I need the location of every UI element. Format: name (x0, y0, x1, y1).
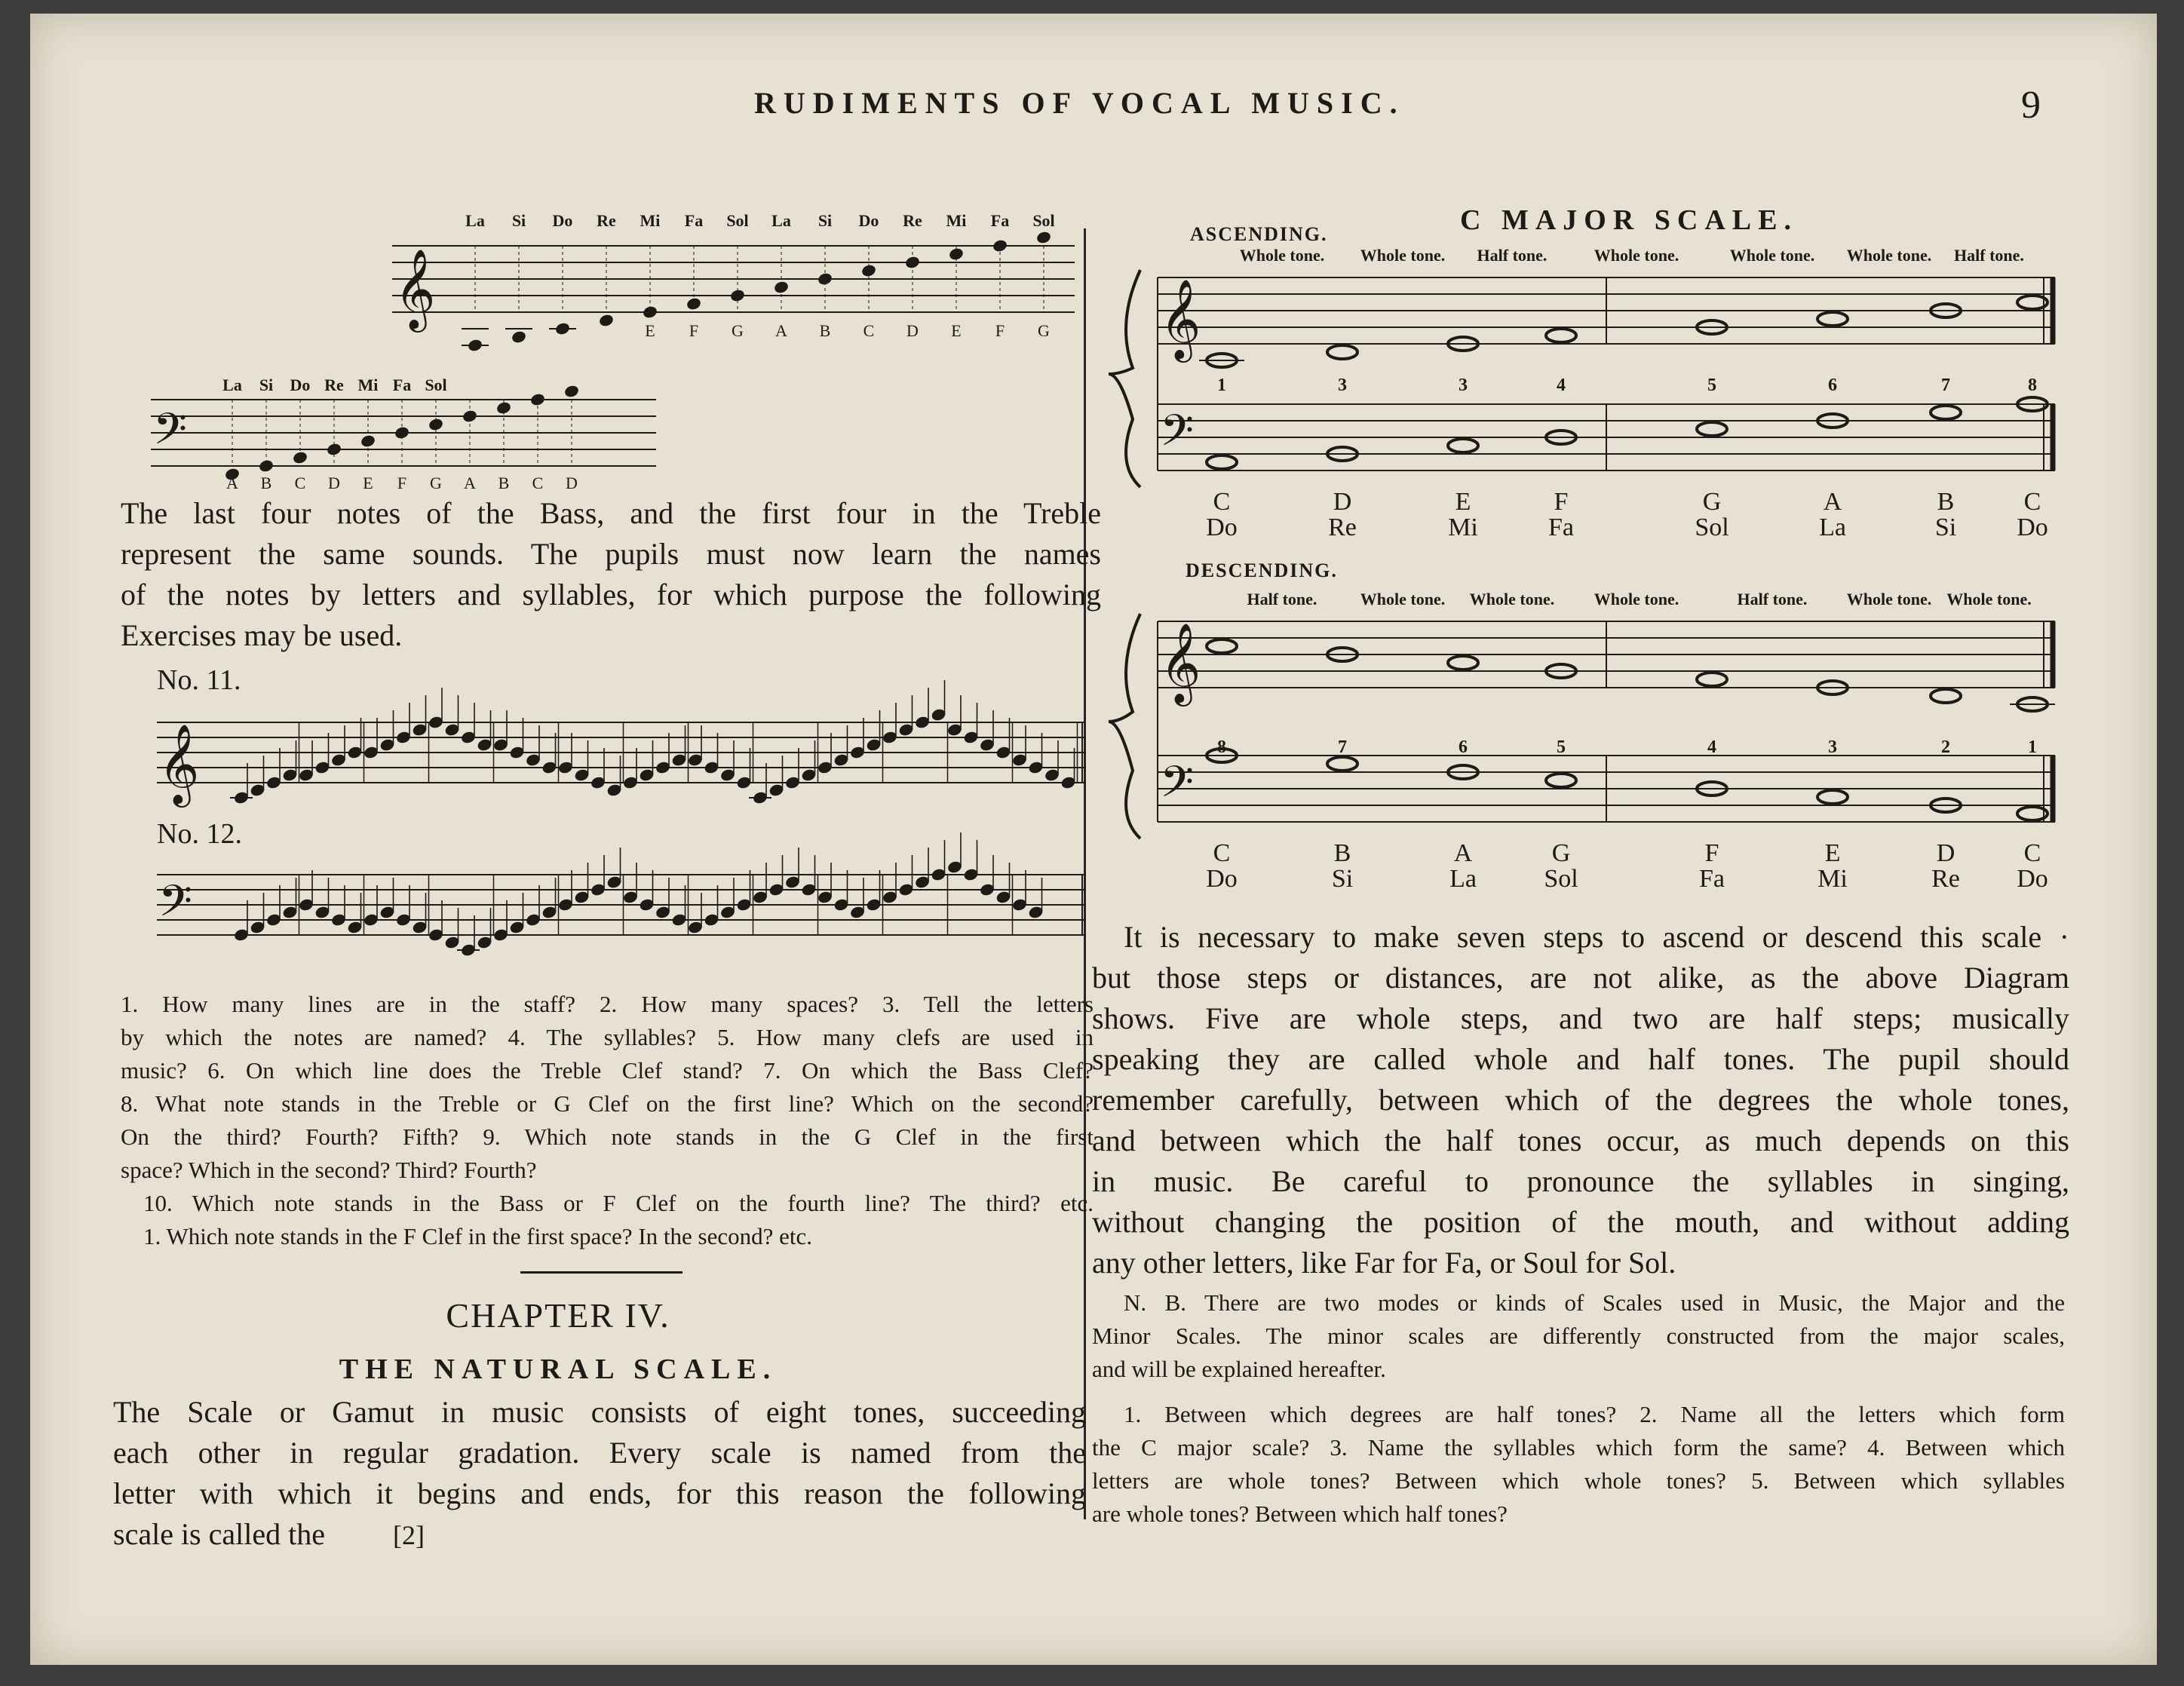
letter-label: G (732, 321, 744, 340)
degree-number: 5 (1557, 737, 1566, 757)
whole-note (1207, 455, 1237, 469)
letter-label: A (1453, 839, 1473, 867)
note-head (462, 409, 478, 423)
syllable-label: Mi (357, 376, 379, 394)
c-major-scale-diagram (1086, 225, 2142, 918)
syllable-label: Sol (425, 376, 447, 394)
letter-label: A (464, 474, 476, 492)
ascending-label: ASCENDING. (1190, 223, 1328, 245)
syllable-label: Mi (640, 211, 661, 230)
whole-note (1546, 774, 1576, 787)
letter-label: F (689, 321, 699, 340)
question-line: 8. What note stands in the Treble or G Clef on the first line? Which on the second? (121, 1090, 1094, 1117)
question-line: On the third? Fourth? Fifth? 9. Which note stands in the G Clef in the first (121, 1123, 1094, 1150)
letter-label: A (775, 321, 787, 340)
letter-label: D (1333, 488, 1352, 516)
syllable-label: Do (2017, 865, 2048, 893)
nb-note (1092, 1286, 2065, 1386)
letter-label: C (2023, 488, 2041, 516)
syllable-label: Mi (946, 211, 967, 230)
degree-number: 5 (1707, 376, 1716, 395)
degree-number: 3 (1338, 376, 1347, 395)
note-head (598, 313, 615, 327)
degree-number: 6 (1828, 376, 1837, 395)
treble-range-staff (392, 211, 1075, 353)
ascending-scale (1109, 246, 2055, 541)
text-line: Exercises may be used. (121, 618, 403, 652)
whole-note (1207, 639, 1237, 653)
degree-number: 1 (2028, 737, 2037, 757)
letter-label: E (1824, 839, 1841, 867)
text-line: in music. Be careful to pronounce the syllables in singing, (1092, 1164, 2069, 1198)
question-line: the C major scale? 3. Name the syllables which form the same? 4. Between which (1092, 1434, 2065, 1461)
question-line: are whole tones? Between which half tones? (1092, 1501, 1508, 1527)
whole-note (1697, 422, 1727, 436)
treble-clef-icon: 𝄞 (158, 725, 200, 802)
intro-paragraph (121, 493, 1101, 656)
bass-clef-icon: 𝄢 (1160, 408, 1195, 466)
question-line: 1. Which note stands in the F Clef in the first space? In the second? etc. (143, 1223, 812, 1249)
scale-title: C MAJOR SCALE. (1460, 204, 1798, 236)
letter-label: A (1823, 488, 1842, 516)
degree-number: 8 (2028, 376, 2037, 395)
question-line: space? Which in the second? Third? Fourth? (121, 1157, 537, 1183)
text-line: any other letters, like Far for Fa, or Soul for Sol. (1092, 1246, 1676, 1280)
tone-label: Whole tone. (1360, 590, 1446, 608)
text-line: of the notes by letters and syllables, for which purpose the following (121, 578, 1101, 612)
letter-label: B (1333, 839, 1351, 867)
syllable-label: Fa (1548, 513, 1574, 541)
last-line-text: scale is called the (113, 1517, 325, 1551)
letter-label: A (226, 474, 238, 492)
syllable-label: Do (1206, 513, 1238, 541)
tone-label: Whole tone. (1239, 246, 1325, 265)
whole-note (1931, 689, 1961, 703)
note-head (511, 330, 527, 344)
exercise-12-staff (157, 832, 1086, 958)
letter-label: D (328, 474, 340, 492)
text-line: speaking they are called whole and half tones. The pupil should (1092, 1042, 2069, 1076)
whole-note (1546, 329, 1576, 342)
syllable-label: Re (1328, 513, 1357, 541)
letter-label: F (995, 321, 1005, 340)
whole-note (1327, 345, 1357, 359)
text-line: The Scale or Gamut in music consists of eight tones, succeeding (113, 1395, 1086, 1429)
letter-label: C (2023, 839, 2041, 867)
letter-label: G (430, 474, 442, 492)
syllable-label: Sol (1695, 513, 1729, 541)
letter-label: C (294, 474, 306, 492)
letter-label: E (363, 474, 373, 492)
syllable-label: La (222, 376, 242, 394)
chapter-paragraph (113, 1392, 1086, 1556)
degree-number: 3 (1459, 376, 1468, 395)
chapter-rule (520, 1271, 682, 1274)
text-line: remember carefully, between which of the degrees the whole tones, (1092, 1083, 2069, 1117)
syllable-label: Fa (392, 376, 412, 394)
tone-label: Whole tone. (1729, 246, 1815, 265)
note-head (467, 338, 483, 352)
syllable-label: Re (597, 211, 616, 230)
letter-label: G (1038, 321, 1050, 340)
letter-label: D (906, 321, 919, 340)
letter-label: E (1455, 488, 1471, 516)
degree-number: 6 (1459, 737, 1468, 757)
text-line (113, 1514, 1086, 1556)
letter-label: D (1936, 839, 1955, 867)
exercise-11-label: No. 11. (157, 664, 241, 696)
text-line: and between which the half tones occur, as much depends on this (1092, 1123, 2069, 1157)
chapter-number: CHAPTER IV. (446, 1296, 670, 1335)
tone-label: Whole tone. (1360, 246, 1446, 265)
letter-label: F (1704, 839, 1719, 867)
steps-paragraph (1092, 917, 2069, 1283)
text-line: shows. Five are whole steps, and two are half steps; musically (1092, 1001, 2069, 1035)
book-page (30, 14, 2157, 1665)
note-line: N. B. There are two modes or kinds of Scales used in Music, the Major and the (1124, 1289, 2065, 1316)
tone-label: Whole tone. (1846, 590, 1932, 608)
degree-number: 7 (1941, 376, 1950, 395)
syllable-label: Si (259, 376, 274, 394)
question-line: 1. Between which degrees are half tones? 2. Name all the letters which form (1124, 1401, 2065, 1427)
brace (1109, 270, 1140, 487)
syllable-label: Sol (726, 211, 749, 230)
letter-label: C (863, 321, 875, 340)
degree-number: 1 (1217, 376, 1226, 395)
whole-note (1697, 673, 1727, 686)
syllable-label: La (465, 211, 485, 230)
syllable-label: Fa (684, 211, 704, 230)
exercise-staves (30, 677, 1086, 964)
letter-label: G (1702, 488, 1722, 516)
tone-label: Whole tone. (1469, 590, 1555, 608)
text-line: without changing the position of the mouth, and without adding (1092, 1205, 2069, 1239)
syllable-label: Mi (1448, 513, 1478, 541)
tone-label: Whole tone. (1946, 590, 2032, 608)
syllable-label: La (1449, 865, 1477, 893)
syllable-label: Do (1206, 865, 1238, 893)
degree-number: 7 (1338, 737, 1347, 757)
note-range-figures (30, 14, 1086, 541)
whole-note (1448, 439, 1478, 452)
treble-clef-icon: 𝄞 (1160, 280, 1201, 357)
question-line: 10. Which note stands in the Bass or F Clef on the fourth line? The third? etc. (143, 1190, 1094, 1216)
bass-clef-icon: 𝄢 (153, 406, 188, 464)
signature-mark: [2] (392, 1520, 425, 1550)
whole-note (1817, 312, 1848, 326)
syllable-label: La (1819, 513, 1846, 541)
question-line: music? 6. On which line does the Treble Clef stand? 7. On which the Bass Clef? (121, 1057, 1094, 1084)
descending-label: DESCENDING. (1186, 559, 1338, 581)
tone-label: Half tone. (1737, 590, 1808, 608)
letter-label: B (260, 474, 272, 492)
page-number: 9 (2021, 84, 2041, 127)
note-head (1035, 230, 1052, 244)
exercise-11-staff (157, 680, 1086, 808)
letter-label: B (819, 321, 831, 340)
degree-number: 8 (1217, 737, 1226, 757)
treble-clef-icon: 𝄞 (1160, 624, 1201, 701)
syllable-label: Re (324, 376, 344, 394)
whole-note (1448, 656, 1478, 670)
syllable-label: Do (858, 211, 879, 230)
degree-number: 4 (1707, 737, 1716, 757)
letter-label: C (1213, 839, 1231, 867)
syllable-label: Si (817, 211, 833, 230)
text-line: It is necessary to make seven steps to ascend or descend this scale · (1124, 920, 2069, 954)
letter-label: F (397, 474, 407, 492)
syllable-label: Sol (1032, 211, 1055, 230)
descending-scale (1109, 590, 2055, 893)
note-head (563, 384, 580, 398)
syllable-label: Sol (1544, 865, 1578, 893)
bass-clef-icon: 𝄢 (158, 878, 193, 936)
syllable-label: Si (1934, 513, 1957, 541)
degree-number: 4 (1557, 376, 1566, 395)
syllable-label: Fa (1699, 865, 1725, 893)
tone-label: Whole tone. (1846, 246, 1932, 265)
degree-number: 3 (1828, 737, 1837, 757)
syllable-label: Mi (1817, 865, 1848, 893)
letter-label: E (645, 321, 655, 340)
whole-note (1327, 757, 1357, 771)
letter-label: E (951, 321, 962, 340)
letter-label: G (1551, 839, 1571, 867)
degree-number: 2 (1941, 737, 1950, 757)
running-head: RUDIMENTS OF VOCAL MUSIC. (754, 86, 1405, 120)
questions-right (1092, 1398, 2065, 1531)
syllable-label: Si (511, 211, 526, 230)
note-line: and will be explained hereafter. (1092, 1356, 1386, 1382)
text-line: but those steps or distances, are not alike, as the above Diagram (1092, 961, 2069, 995)
brace (1109, 614, 1140, 838)
note-line: Minor Scales. The minor scales are differently constructed from the major scales, (1092, 1323, 2065, 1349)
text-line: each other in regular gradation. Every scale is named from the (113, 1436, 1086, 1470)
bass-range-staff (151, 376, 656, 492)
syllable-label: Do (2017, 513, 2048, 541)
syllable-label: Si (1331, 865, 1354, 893)
question-line: by which the notes are named? 4. The syllables? 5. How many clefs are used in (121, 1024, 1094, 1050)
syllable-label: Fa (990, 211, 1010, 230)
syllable-label: Re (903, 211, 922, 230)
tone-label: Whole tone. (1594, 590, 1679, 608)
syllable-label: Do (552, 211, 573, 230)
text-line: represent the same sounds. The pupils must now learn the names (121, 537, 1101, 571)
whole-note (1931, 406, 1961, 419)
note-head (904, 255, 921, 269)
text-line: letter with which it begins and ends, for this reason the following (113, 1476, 1086, 1510)
text-line: The last four notes of the Bass, and the first four in the Treble (121, 496, 1101, 530)
bass-clef-icon: 𝄢 (1160, 759, 1195, 817)
exercise-12-label: No. 12. (157, 818, 242, 850)
syllable-label: La (771, 211, 791, 230)
whole-note (1817, 790, 1848, 804)
question-line: 1. How many lines are in the staff? 2. How many spaces? 3. Tell the letters (121, 991, 1094, 1017)
tone-label: Half tone. (1954, 246, 2024, 265)
question-line: letters are whole tones? Between which whole tones? 5. Between which syllables (1092, 1467, 2065, 1494)
tone-label: Half tone. (1247, 590, 1317, 608)
syllable-label: Do (290, 376, 311, 394)
note-head (554, 321, 571, 336)
letter-label: C (532, 474, 544, 492)
chapter-title: THE NATURAL SCALE. (339, 1353, 778, 1385)
tone-label: Half tone. (1477, 246, 1548, 265)
questions-left (121, 988, 1094, 1253)
letter-label: B (498, 474, 510, 492)
letter-label: D (566, 474, 578, 492)
letter-label: B (1937, 488, 1955, 516)
tone-label: Whole tone. (1594, 246, 1679, 265)
treble-clef-icon: 𝄞 (394, 250, 436, 327)
letter-label: F (1554, 488, 1569, 516)
letter-label: C (1213, 488, 1231, 516)
syllable-label: Re (1931, 865, 1960, 893)
